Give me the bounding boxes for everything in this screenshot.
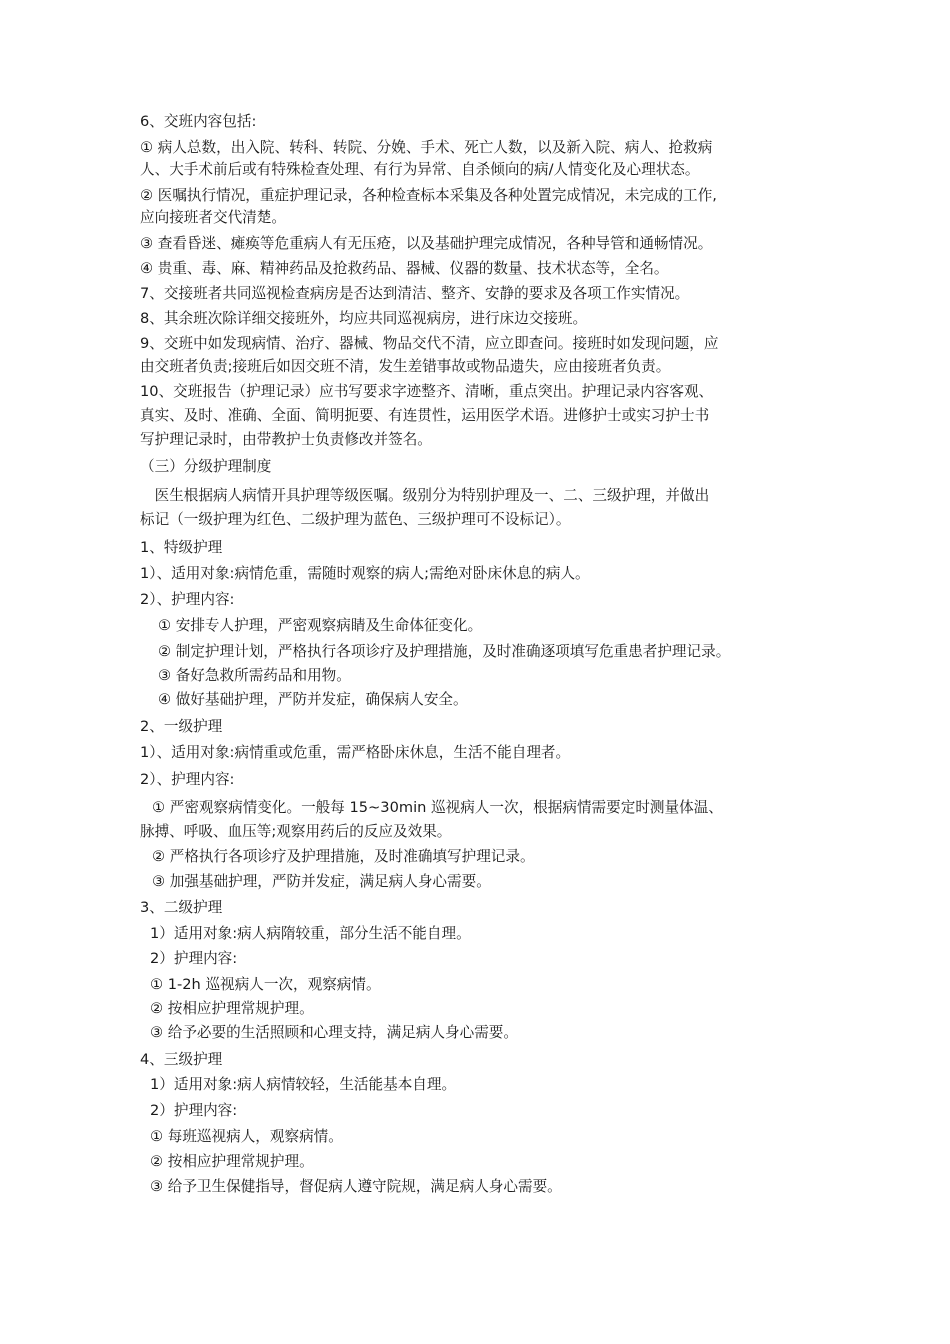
level-3-point-3: ③ 给予卫生保健指导，督促病人遵守院规，满足病人身心需要。 [150,1178,562,1195]
level-3-point-2: ② 按相应护理常规护理。 [150,1153,314,1170]
level-1-heading: 2、一级护理 [140,718,223,735]
level-2-content-label: 2）护理内容: [150,950,238,967]
item-7: 7、交接班者共同巡视检查病房是否达到清洁、整齐、安静的要求及各项工作实情况。 [140,285,690,302]
level-2-heading: 3、二级护理 [140,899,223,916]
item-10-line-2: 真实、及时、准确、全面、简明扼要、有连贯性，运用医学术语。进修护士或实习护士书 [140,407,710,424]
level-1-point-2: ② 严格执行各项诊疗及护理措施，及时准确填写护理记录。 [152,848,535,865]
item-6-point-4: ④ 贵重、毒、麻、精神药品及抢救药品、器械、仪器的数量、技术状态等，全名。 [140,260,669,277]
item-10-line-3: 写护理记录时，由带教护士负责修改并签名。 [140,431,432,448]
special-care-target: 1）、适用对象:病情危重，需随时观察的病人;需绝对卧床休息的病人。 [140,565,590,582]
intro-paragraph-line-1: 医生根据病人病情开具护理等级医嘱。级别分为特别护理及一、二、三级护理，并做出 [140,487,710,504]
special-care-point-1: ① 安排专人护理，严密观察病睛及生命体征变化。 [158,617,483,634]
item-6-point-1-line-1: ① 病人总数，出入院、转科、转院、分娩、手术、死亡人数，以及新入院、病人、抢救病 [140,139,713,156]
level-3-heading: 4、三级护理 [140,1051,223,1068]
level-2-point-2: ② 按相应护理常规护理。 [150,1000,314,1017]
section-heading-grading-system: （三）分级护理制度 [140,458,272,475]
special-care-point-3: ③ 备好急救所需药品和用物。 [158,667,351,684]
level-2-point-1: ① 1-2h 巡视病人一次，观察病情。 [150,976,381,993]
level-1-point-3: ③ 加强基础护理，严防并发症，满足病人身心需要。 [152,873,491,890]
item-9-line-1: 9、交班中如发现病情、治疗、器械、物品交代不清，应立即查问。接班时如发现问题，应 [140,335,719,352]
item-6-point-2-line-2: 应向接班者交代清楚。 [140,209,286,226]
level-1-content-label: 2）、护理内容: [140,771,235,788]
special-care-content-label: 2）、护理内容: [140,591,235,608]
level-2-target: 1）适用对象:病人病隋较重，部分生活不能自理。 [150,925,471,942]
level-3-point-1: ① 每班巡视病人，观察病情。 [150,1128,343,1145]
special-care-heading: 1、特级护理 [140,539,223,556]
level-1-point-1-line-2: 脉搏、呼吸、血压等;观察用药后的反应及效果。 [140,823,452,840]
item-6-point-3: ③ 查看昏迷、瘫痪等危重病人有无压疮，以及基础护理完成情况，各种导管和通畅情况。 [140,235,713,252]
special-care-point-4: ④ 做好基础护理，严防并发症，确保病人安全。 [158,691,468,708]
special-care-point-2: ② 制定护理计划，严格执行各项诊疗及护理措施，及时准确逐项填写危重患者护理记录。 [158,643,731,660]
intro-paragraph-line-2: 标记（一级护理为红色、二级护理为蓝色、三级护理可不设标记）。 [140,511,571,528]
level-3-content-label: 2）护理内容: [150,1102,238,1119]
item-10-line-1: 10、交班报告（护理记录）应书写要求字迹整齐、清晰，重点突出。护理记录内容客观、 [140,383,714,400]
item-6-heading: 6、交班内容包括: [140,113,257,130]
level-1-target: 1）、适用对象:病情重或危重，需严格卧床休息，生活不能自理者。 [140,744,571,761]
item-8: 8、其余班次除详细交接班外，均应共同巡视病房，进行床边交接班。 [140,310,588,327]
level-1-point-1-line-1: ① 严密观察病情变化。一般每 15~30min 巡视病人一次，根据病情需要定时测量体温、 [152,799,723,816]
level-2-point-3: ③ 给予必要的生活照顾和心理支持，满足病人身心需要。 [150,1024,518,1041]
item-6-point-2-line-1: ② 医嘱执行情况，重症护理记录，各种检查标本采集及各种处置完成情况，未完成的工作, [140,187,717,204]
item-9-line-2: 由交班者负责;接班后如因交班不清，发生差错事故或物品遗失，应由接班者负责。 [140,358,671,375]
level-3-target: 1）适用对象:病人病情较轻，生活能基本自理。 [150,1076,457,1093]
item-6-point-1-line-2: 人、大手术前后或有特殊检查处理、有行为异常、自杀倾向的病/人情变化及心理状态。 [140,161,700,178]
